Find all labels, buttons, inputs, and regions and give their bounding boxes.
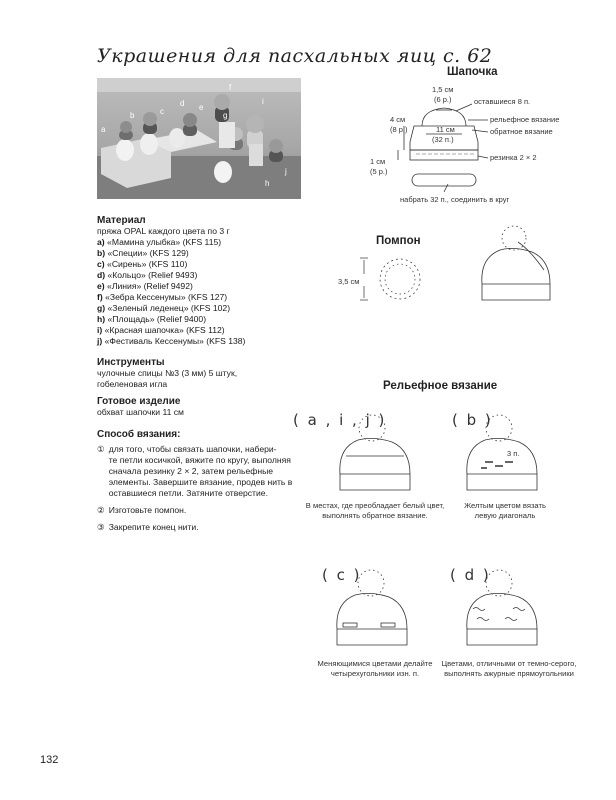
material-item-text: «Сирень» (KFS 110) <box>107 259 188 269</box>
hat-width: 11 см <box>436 125 455 134</box>
material-item-text: «Площадь» (Relief 9400) <box>107 314 207 324</box>
panel-b-diagram <box>455 410 555 500</box>
material-item <box>97 336 297 347</box>
photo-label-e: e <box>199 103 204 112</box>
hat-rib-label: резинка 2 × 2 <box>490 153 537 162</box>
method-section <box>97 429 297 539</box>
photo-label-g: g <box>223 111 228 120</box>
material-item <box>97 281 297 292</box>
material-item-letter: i) <box>97 325 103 335</box>
material-item-letter: a) <box>97 237 105 247</box>
hat-rib-height: 1 см <box>370 157 386 166</box>
finished-heading: Готовое изделие <box>97 396 181 407</box>
material-item-letter: d) <box>97 270 106 280</box>
material-item-letter: c) <box>97 259 105 269</box>
panel-d-caption <box>424 659 594 679</box>
method-step-line: для того, чтобы связать шапочки, набери- <box>108 444 277 454</box>
material-item-letter: b) <box>97 248 106 258</box>
method-step <box>97 505 297 516</box>
hat-top-rows: (6 р.) <box>434 95 452 104</box>
panel-c-caption-2: четырехугольники изн. п. <box>330 669 420 678</box>
pompom-heading: Помпон <box>376 235 421 247</box>
material-item <box>97 237 297 248</box>
material-section <box>97 215 297 347</box>
pompom-diagram <box>360 250 440 310</box>
material-item-text: «Кольцо» (Relief 9493) <box>107 270 198 280</box>
material-item <box>97 292 297 303</box>
hat-with-pompom-diagram <box>470 222 570 312</box>
material-item-text: «Линия» (Relief 9492) <box>107 281 193 291</box>
hat-body-rows: (8 р.) <box>390 125 408 134</box>
method-step <box>97 444 297 499</box>
material-intro: пряжа OPAL каждого цвета по 3 г <box>97 226 230 236</box>
panel-d-label: ( d ) <box>450 566 491 584</box>
panel-b-caption-1: Желтым цветом вязать <box>464 501 546 510</box>
panel-a-label: ( a , i , j ) <box>293 411 387 429</box>
method-step-line: оставшиеся петли. Затяните отверстие. <box>108 488 268 498</box>
panel-c-caption-1: Меняющимися цветами делайте <box>317 659 433 668</box>
panel-d-caption-2: выполнять ажурные прямоугольники <box>444 669 574 678</box>
hat-reverse-label: обратное вязание <box>490 127 553 136</box>
hat-width-stitches: (32 п.) <box>432 135 454 144</box>
tools-heading: Инструменты <box>97 357 165 368</box>
method-step-line: сначала резинку 2 × 2, затем рельефные <box>108 466 274 476</box>
photo-label-a: a <box>101 125 106 134</box>
page-number: 132 <box>40 754 59 766</box>
photo-label-h: h <box>265 179 270 188</box>
photo-label-j: j <box>285 167 287 176</box>
panel-c-diagram <box>325 565 425 655</box>
material-item-letter: e) <box>97 281 105 291</box>
hat-top-size: 1,5 см <box>432 85 454 94</box>
material-item-text: «Красная шапочка» (KFS 112) <box>104 325 225 335</box>
material-item-letter: j) <box>97 336 103 346</box>
hat-diagram <box>360 80 560 210</box>
method-step-number: ③ <box>97 522 105 532</box>
method-steps <box>97 444 297 533</box>
panel-a-caption-1: В местах, где преобладает белый цвет, <box>305 501 445 510</box>
panel-b-caption-2: левую диагональ <box>474 511 536 520</box>
material-item <box>97 303 297 314</box>
method-step <box>97 522 297 533</box>
material-item <box>97 259 297 270</box>
method-step-line: те петли косичкой, вяжите по кругу, выполняя <box>108 455 291 465</box>
photo-label-f: f <box>229 83 232 92</box>
material-item-text: «Специи» (KFS 129) <box>107 248 189 258</box>
material-list <box>97 237 297 347</box>
photo-label-b: b <box>130 111 135 120</box>
material-item <box>97 325 297 336</box>
hat-cast-on-label: набрать 32 п., соединить в круг <box>400 195 510 204</box>
page-title: Украшения для пасхальных яиц с. 62 <box>97 45 493 67</box>
material-item <box>97 270 297 281</box>
panel-b-note: 3 п. <box>507 449 520 458</box>
tools-line-1: чулочные спицы №3 (3 мм) 5 штук, <box>97 368 238 378</box>
photo-easter-eggs <box>97 78 301 199</box>
material-item <box>97 314 297 325</box>
material-item-letter: g) <box>97 303 106 313</box>
photo-label-c: c <box>160 107 164 116</box>
photo-label-i: i <box>262 97 264 106</box>
material-item-letter: h) <box>97 314 106 324</box>
panel-a-diagram <box>328 410 428 500</box>
finished-section <box>97 396 297 418</box>
material-item-text: «Зеленый леденец» (KFS 102) <box>107 303 231 313</box>
panel-b-label: ( b ) <box>452 411 493 429</box>
pompom-size: 3,5 см <box>338 277 360 286</box>
material-item-text: «Фестиваль Кессенумы» (KFS 138) <box>104 336 246 346</box>
material-item-text: «Мамина улыбка» (KFS 115) <box>107 237 222 247</box>
material-item-letter: f) <box>97 292 103 302</box>
hat-relief-label: рельефное вязание <box>490 115 560 124</box>
material-heading: Материал <box>97 215 146 226</box>
relief-heading: Рельефное вязание <box>383 380 498 392</box>
panel-a-caption-2: выполнять обратное вязание. <box>322 511 428 520</box>
material-item-text: «Зебра Кессенумы» (KFS 127) <box>105 292 228 302</box>
panel-c-label: ( c ) <box>322 566 362 584</box>
method-step-line: элементы. Завершите вязание, продев нить в <box>108 477 293 487</box>
panel-d-caption-1: Цветами, отличными от темно-серого, <box>441 659 577 668</box>
tools-line-2: гобеленовая игла <box>97 379 168 389</box>
method-step-number: ① <box>97 444 105 454</box>
hat-diagram-heading: Шапочка <box>447 66 498 78</box>
tools-section <box>97 357 297 390</box>
hat-rib-rows: (5 р.) <box>370 167 388 176</box>
hat-body-height: 4 см <box>390 115 406 124</box>
hat-remaining-label: оставшиеся 8 п. <box>474 97 531 106</box>
panel-b-caption <box>440 501 570 521</box>
method-step-line: Закрепите конец нити. <box>108 522 199 532</box>
method-heading: Способ вязания: <box>97 429 181 440</box>
photo-label-d: d <box>180 99 185 108</box>
finished-text: обхват шапочки 11 см <box>97 407 184 417</box>
material-item <box>97 248 297 259</box>
panel-a-caption <box>300 501 450 521</box>
method-step-number: ② <box>97 505 105 515</box>
panel-d-diagram <box>455 565 555 655</box>
method-step-line: Изготовьте помпон. <box>108 505 187 515</box>
